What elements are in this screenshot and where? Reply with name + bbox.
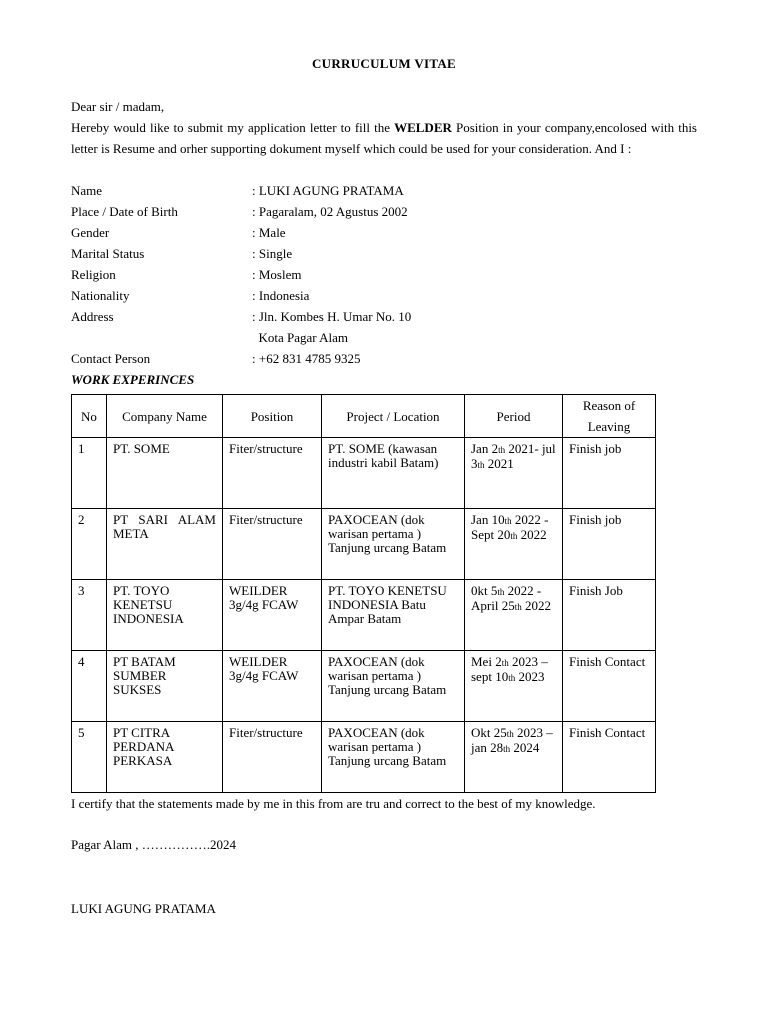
info-label: Religion — [71, 267, 116, 282]
cell-no: 2 — [72, 509, 107, 580]
cell-company: PT CITRA PERDANA PERKASA — [107, 722, 223, 793]
column-header: Position — [223, 395, 322, 438]
table-row — [72, 580, 656, 651]
cell-no: 1 — [72, 438, 107, 509]
cell-position: WEILDER 3g/4g FCAW — [223, 580, 322, 651]
ordinal-suffix: th — [504, 516, 512, 526]
info-label: Nationality — [71, 288, 130, 303]
column-header: Project / Location — [322, 395, 465, 438]
info-row — [71, 183, 691, 204]
info-value: : Moslem — [252, 267, 302, 282]
cell-reason: Finish Job — [563, 580, 656, 651]
column-header: Reason of Leaving — [563, 395, 656, 438]
info-row — [71, 267, 691, 288]
period-text: 2024 — [510, 740, 540, 755]
cell-position: Fiter/structure — [223, 509, 322, 580]
period-text: 2022 - Sept 20 — [471, 512, 549, 542]
period-text: Jan 10 — [471, 512, 505, 527]
info-row — [71, 246, 691, 267]
cell-no: 3 — [72, 580, 107, 651]
section-title-work: WORK EXPERINCES — [71, 372, 195, 387]
info-row — [71, 330, 691, 351]
cell-position: WEILDER 3g/4g FCAW — [223, 651, 322, 722]
ordinal-suffix: th — [501, 658, 509, 668]
info-value: : LUKI AGUNG PRATAMA — [252, 183, 404, 198]
cell-project: PT. TOYO KENETSU INDONESIA Batu Ampar Batam — [322, 580, 465, 651]
period-text: Mei 2 — [471, 654, 502, 669]
intro-text-start: Hereby would like to submit my application letter to fill the — [71, 120, 395, 135]
cell-position: Fiter/structure — [223, 438, 322, 509]
document-title: CURRUCULUM VITAE — [311, 56, 457, 71]
cell-reason: Finish job — [563, 509, 656, 580]
ordinal-suffix: th — [498, 445, 506, 455]
ordinal-suffix: th — [510, 531, 518, 541]
ordinal-suffix: th — [514, 602, 522, 612]
ordinal-suffix: th — [508, 673, 516, 683]
period-text: 2021- jul 3 — [471, 441, 556, 471]
ordinal-suffix: th — [497, 587, 505, 597]
cell-reason: Finish Contact — [563, 651, 656, 722]
cell-reason: Finish job — [563, 438, 656, 509]
cell-no: 4 — [72, 651, 107, 722]
cell-no: 5 — [72, 722, 107, 793]
table-header-row — [72, 395, 656, 438]
period-text: 2023 — [515, 669, 545, 684]
period-text: 2023 –jan 28 — [471, 725, 553, 755]
info-label: Gender — [71, 225, 110, 240]
signer-name: LUKI AGUNG PRATAMA — [71, 901, 216, 916]
period-text: 2022 - April 25 — [471, 583, 542, 613]
period-text: Okt 25 — [471, 725, 507, 740]
cell-period — [465, 438, 563, 509]
column-header: Period — [465, 395, 563, 438]
place-date: Pagar Alam , …………….2024 — [71, 837, 237, 852]
table-row — [72, 722, 656, 793]
info-row — [71, 225, 691, 246]
cell-project: PAXOCEAN (dok warisan pertama ) Tanjung urcang Batam — [322, 651, 465, 722]
ordinal-suffix: th — [503, 744, 511, 754]
salutation: Dear sir / madam, — [71, 99, 165, 114]
cell-company: PT SARI ALAM META — [107, 509, 223, 580]
info-label: Contact Person — [71, 351, 151, 366]
info-label: Address — [71, 309, 114, 324]
period-text: 0kt 5 — [471, 583, 498, 598]
period-text: 2022 — [517, 527, 547, 542]
info-label: Marital Status — [71, 246, 145, 261]
period-text: Jan 2 — [471, 441, 499, 456]
info-value: : Single — [252, 246, 293, 261]
info-row — [71, 351, 691, 372]
ordinal-suffix: th — [477, 460, 485, 470]
column-header: Company Name — [107, 395, 223, 438]
cell-company: PT BATAM SUMBER SUKSES — [107, 651, 223, 722]
info-label: Name — [71, 183, 103, 198]
period-text: 2022 — [521, 598, 551, 613]
period-text: 2021 — [484, 456, 514, 471]
ordinal-suffix: th — [506, 729, 514, 739]
intro-position-bold: WELDER — [394, 120, 452, 135]
cell-company: PT. SOME — [107, 438, 223, 509]
column-header: No — [72, 395, 107, 438]
cell-project: PT. SOME (kawasan industri kabil Batam) — [322, 438, 465, 509]
cell-reason: Finish Contact — [563, 722, 656, 793]
table-row — [72, 509, 656, 580]
info-value: : Pagaralam, 02 Agustus 2002 — [252, 204, 408, 219]
info-label: Place / Date of Birth — [71, 204, 178, 219]
info-value: : Jln. Kombes H. Umar No. 10 — [252, 309, 412, 324]
cell-period — [465, 722, 563, 793]
info-value: Kota Pagar Alam — [252, 330, 349, 345]
info-row — [71, 309, 691, 330]
cell-project: PAXOCEAN (dok warisan pertama ) Tanjung urcang Batam — [322, 509, 465, 580]
cell-period — [465, 580, 563, 651]
work-experience-table — [71, 394, 656, 793]
intro-paragraph — [71, 117, 697, 159]
info-value: : +62 831 4785 9325 — [252, 351, 361, 366]
cell-position: Fiter/structure — [223, 722, 322, 793]
cell-period — [465, 651, 563, 722]
period-text: 2023 –sept 10 — [471, 654, 548, 684]
cell-project: PAXOCEAN (dok warisan pertama ) Tanjung urcang Batam — [322, 722, 465, 793]
info-value: : Male — [252, 225, 286, 240]
cell-company: PT. TOYO KENETSU INDONESIA — [107, 580, 223, 651]
info-value: : Indonesia — [252, 288, 310, 303]
info-row — [71, 204, 691, 225]
certification-statement: I certify that the statements made by me in this from are tru and correct to the best of my knowledge. — [71, 796, 596, 811]
cell-period — [465, 509, 563, 580]
table-row — [72, 651, 656, 722]
info-row — [71, 288, 691, 309]
intro-text-end: Position in your company,encolosed with this letter is Resume and orher supporting dokument myself which could be used for your consideration. And I : — [71, 120, 697, 156]
table-row — [72, 438, 656, 509]
